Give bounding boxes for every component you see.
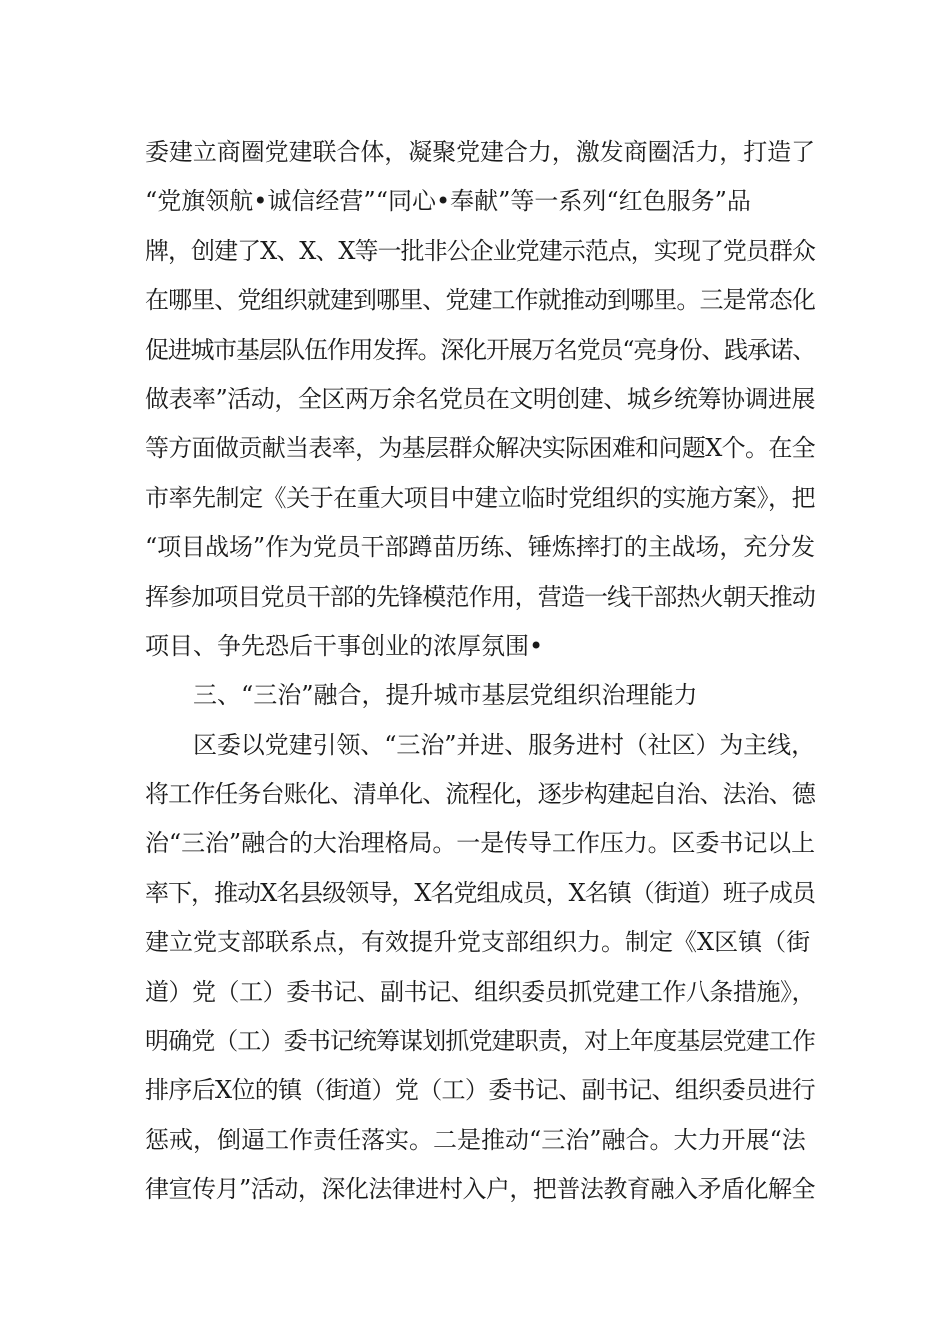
- text-line: 明确党（工）委书记统筹谋划抓党建职责，对上年度基层党建工作: [145, 1027, 815, 1056]
- body-text: [145, 128, 815, 1215]
- section-heading: 三、“三治”融合，提升城市基层党组织治理能力: [193, 681, 698, 710]
- text-line: “项目战场”作为党员干部蹲苗历练、锤炼摔打的主战场，充分发: [145, 533, 815, 562]
- text-line: 促进城市基层队伍作用发挥。深化开展万名党员“亮身份、践承诺、: [145, 335, 815, 364]
- text-line: 委建立商圈党建联合体，凝聚党建合力，激发商圈活力，打造了: [145, 138, 816, 166]
- text-line: 道）党（工）委书记、副书记、组织委员抓党建工作八条措施》，: [145, 977, 815, 1006]
- text-line: 律宣传月”活动，深化法律进村入户，把普法教育融入矛盾化解全: [145, 1175, 815, 1204]
- text-line: 在哪里、党组织就建到哪里、党建工作就推动到哪里。三是常态化: [145, 286, 815, 315]
- text-line: 挥参加项目党员干部的先锋模范作用，营造一线干部热火朝天推动: [145, 582, 815, 611]
- text-line: 做表率”活动，全区两万余名党员在文明创建、城乡统筹协调进展: [145, 384, 815, 413]
- text-line: 惩戒，倒逼工作责任落实。二是推动“三治”融合。大力开展“法: [145, 1125, 806, 1154]
- text-line: 建立党支部联系点，有效提升党支部组织力。制定《X区镇（街: [145, 928, 811, 957]
- text-line: “党旗领航•诚信经营”“同心•奉献”等一系列“红色服务”品: [145, 187, 751, 216]
- text-line: 市率先制定《关于在重大项目中建立临时党组织的实施方案》，把: [145, 483, 815, 512]
- text-line: 项目、争先恐后干事创业的浓厚氛围•: [145, 631, 544, 660]
- text-line: 排序后X位的镇（街道）党（工）委书记、副书记、组织委员进行: [145, 1076, 816, 1105]
- paragraph-first-line: 区委以党建引领、“三治”并进、服务进村（社区）为主线，: [193, 730, 815, 759]
- text-line: 等方面做贡献当表率，为基层群众解决实际困难和问题X个。在全: [145, 434, 816, 463]
- text-line: 将工作任务台账化、清单化、流程化，逐步构建起自治、法治、德: [145, 780, 815, 809]
- text-line: 牌，创建了X、X、X等一批非公企业党建示范点，实现了党员群众: [145, 236, 815, 265]
- text-line: 治“三治”融合的大治理格局。一是传导工作压力。区委书记以上: [145, 829, 815, 858]
- text-line: 率下，推动X名县级领导，X名党组成员，X名镇（街道）班子成员: [145, 878, 815, 907]
